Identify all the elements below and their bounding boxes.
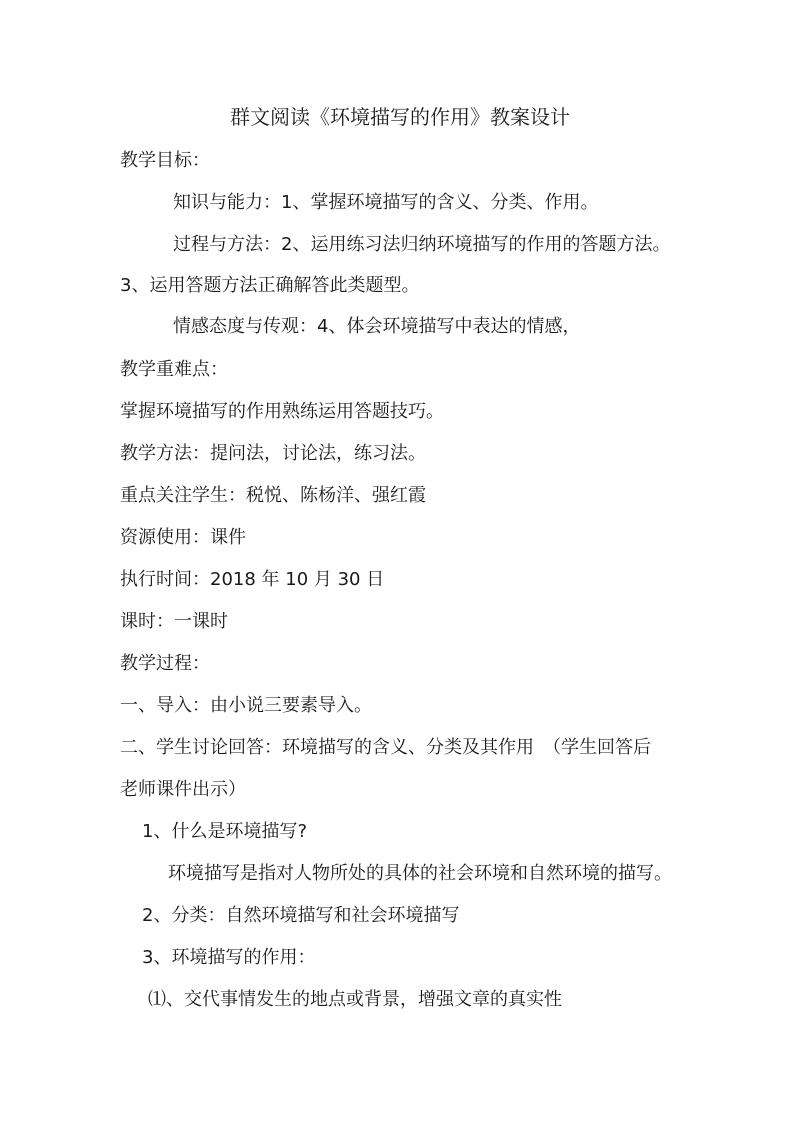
class-hours: 课时：一课时 xyxy=(120,611,228,632)
document-title: 群文阅读《环境描写的作用》教案设计 xyxy=(230,105,570,129)
objective-process-cont: 3、运用答题方法正确解答此类题型。 xyxy=(120,275,420,296)
step-1: 一、导入：由小说三要素导入。 xyxy=(120,695,372,716)
teaching-methods: 教学方法：提问法，讨论法，练习法。 xyxy=(120,443,426,464)
question-2: 2、分类：自然环境描写和社会环境描写 xyxy=(142,905,460,926)
objective-emotion: 情感态度与传观：4、体会环境描写中表达的情感， xyxy=(173,316,581,337)
question-3-item-1: ⑴、交代事情发生的地点或背景，增强文章的真实性 xyxy=(148,989,562,1010)
question-1: 1、什么是环境描写? xyxy=(142,821,308,842)
step-2: 二、学生讨论回答：环境描写的含义、分类及其作用 （学生回答后 xyxy=(120,737,651,758)
execution-time: 执行时间：2018 年 10 月 30 日 xyxy=(120,569,385,590)
objectives-heading: 教学目标： xyxy=(120,150,210,171)
process-heading: 教学过程： xyxy=(120,653,210,674)
key-points-text: 掌握环境描写的作用熟练运用答题技巧。 xyxy=(120,401,444,422)
key-points-heading: 教学重难点： xyxy=(120,359,228,380)
question-3: 3、环境描写的作用： xyxy=(142,947,316,968)
objective-knowledge: 知识与能力：1、掌握环境描写的含义、分类、作用。 xyxy=(173,192,599,213)
step-2-cont: 老师课件出示） xyxy=(120,779,246,800)
objective-process: 过程与方法：2、运用练习法归纳环境描写的作用的答题方法。 xyxy=(173,234,671,255)
focus-students: 重点关注学生：税悦、陈杨洋、强红霞 xyxy=(120,485,426,506)
question-1-answer: 环境描写是指对人物所处的具体的社会环境和自然环境的描写。 xyxy=(168,863,672,884)
resources: 资源使用：课件 xyxy=(120,527,246,548)
